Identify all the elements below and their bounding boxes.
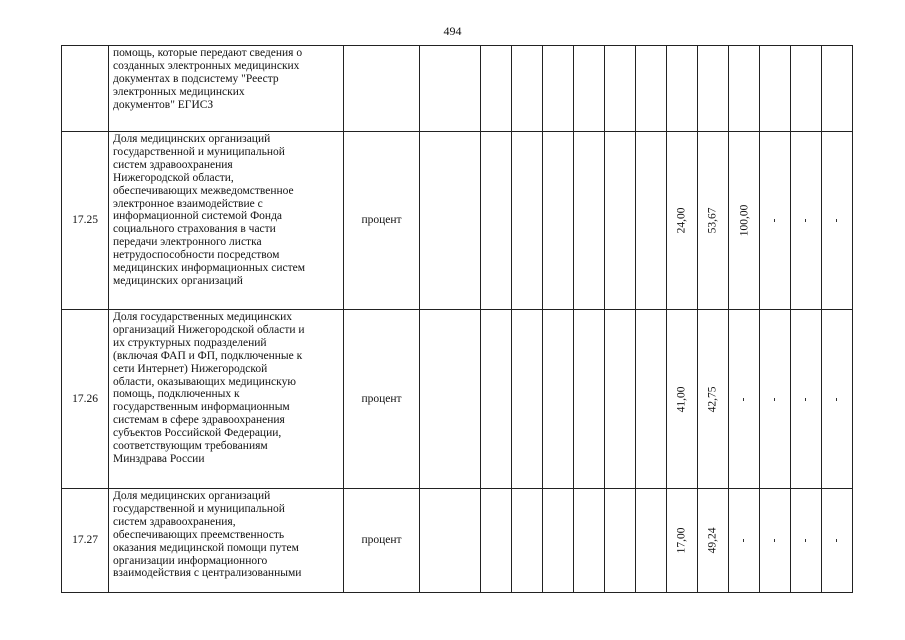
value-cell	[420, 46, 481, 132]
description-line: Доля медицинских организаций	[113, 490, 271, 502]
value-cell	[667, 132, 698, 310]
value-cell	[760, 310, 791, 489]
indicator-description	[109, 489, 344, 593]
value-text: 49,24	[706, 527, 719, 554]
value-cell	[574, 310, 605, 489]
description-line: области, оказывающих медицинскую	[113, 375, 296, 388]
value-text: -	[830, 218, 843, 223]
description-line: информационной системой Фонда	[113, 210, 283, 223]
description-line: системам в сфере здравоохранения	[113, 414, 285, 427]
value-cell	[420, 310, 481, 489]
value-cell	[574, 46, 605, 132]
description-line: оказания медицинской помощи путем	[113, 541, 299, 554]
unit-cell	[344, 46, 420, 132]
value-cell	[791, 489, 822, 593]
description-line: государственной и муниципальной	[113, 502, 285, 515]
value-text: -	[799, 397, 812, 401]
value-cell	[760, 489, 791, 593]
unit-cell: процент	[344, 489, 420, 593]
description-line: организаций Нижегородской области и	[113, 323, 305, 336]
value-cell	[512, 310, 543, 489]
value-cell	[729, 310, 760, 489]
description-line: обеспечивающих межведомственное	[113, 184, 294, 197]
value-cell	[822, 310, 853, 489]
description-line: систем здравоохранения,	[113, 515, 236, 528]
value-cell	[636, 132, 667, 310]
description-line: передачи электронного листка	[113, 236, 262, 249]
value-cell	[420, 132, 481, 310]
value-text: -	[799, 218, 812, 223]
row-number: 17.26	[62, 310, 109, 489]
value-cell	[543, 489, 574, 593]
value-cell	[605, 489, 636, 593]
description-line: Доля государственных медицинских	[113, 311, 293, 323]
description-line: Нижегородской области,	[113, 171, 234, 184]
value-text: -	[799, 538, 812, 543]
value-cell	[636, 489, 667, 593]
indicator-description	[109, 46, 344, 132]
description-line: медицинских информационных систем	[113, 262, 306, 275]
value-text: 41,00	[675, 386, 688, 412]
description-line: субъектов Российской Федерации,	[113, 427, 282, 440]
value-text: -	[768, 218, 781, 223]
description-line: электронных медицинских	[113, 85, 245, 98]
indicator-description	[109, 310, 344, 489]
description-line: Доля медицинских организаций	[113, 133, 271, 145]
value-cell	[698, 489, 729, 593]
description-line: взаимодействия с централизованными	[113, 567, 302, 580]
page-number: 494	[443, 24, 462, 38]
value-cell	[667, 489, 698, 593]
value-cell	[822, 46, 853, 132]
value-cell	[729, 46, 760, 132]
value-text: 100,00	[738, 204, 751, 237]
value-cell	[574, 132, 605, 310]
value-cell	[512, 489, 543, 593]
description-line: организации информационного	[113, 554, 268, 567]
value-text: 17,00	[675, 527, 688, 554]
row-number	[62, 46, 109, 132]
value-cell	[698, 310, 729, 489]
description-line: медицинских организаций	[113, 274, 243, 287]
value-text: -	[830, 397, 843, 401]
description-line: государственным информационным	[113, 401, 290, 414]
description-line: документах в подсистему "Реестр	[113, 72, 279, 85]
value-text: -	[737, 538, 750, 543]
description-line: социального страхования в части	[113, 223, 276, 236]
value-cell	[481, 132, 512, 310]
value-cell	[605, 46, 636, 132]
row-number: 17.25	[62, 132, 109, 310]
table-row	[62, 132, 853, 310]
unit-cell: процент	[344, 310, 420, 489]
value-cell	[729, 489, 760, 593]
description-line: помощь, подключенных к	[113, 388, 240, 401]
value-cell	[543, 132, 574, 310]
value-cell	[760, 46, 791, 132]
value-cell	[481, 310, 512, 489]
value-cell	[636, 310, 667, 489]
table-row	[62, 310, 853, 489]
value-cell	[822, 489, 853, 593]
table-row	[62, 489, 853, 593]
value-text: -	[768, 397, 781, 401]
value-cell	[605, 132, 636, 310]
value-cell	[420, 489, 481, 593]
description-line: помощь, которые передают сведения о	[113, 47, 303, 59]
row-number: 17.27	[62, 489, 109, 593]
value-cell	[512, 46, 543, 132]
value-cell	[636, 46, 667, 132]
description-line: систем здравоохранения	[113, 158, 233, 171]
value-cell	[822, 132, 853, 310]
value-cell	[791, 310, 822, 489]
description-line: их структурных подразделений	[113, 336, 267, 349]
value-cell	[543, 310, 574, 489]
value-cell	[729, 132, 760, 310]
value-cell	[791, 46, 822, 132]
value-cell	[667, 310, 698, 489]
description-line: (включая ФАП и ФП, подключенные к	[113, 349, 303, 362]
value-cell	[760, 132, 791, 310]
value-cell	[605, 310, 636, 489]
description-line: документов" ЕГИСЗ	[113, 98, 214, 111]
description-line: сети Интернет) Нижегородской	[113, 362, 268, 375]
value-cell	[574, 489, 605, 593]
value-cell	[543, 46, 574, 132]
value-cell	[698, 46, 729, 132]
description-line: соответствующим требованиям	[113, 440, 268, 453]
value-cell	[512, 132, 543, 310]
value-text: 42,75	[706, 386, 719, 412]
value-cell	[481, 489, 512, 593]
description-line: созданных электронных медицинских	[113, 59, 300, 72]
value-text: -	[737, 397, 750, 401]
description-line: Минздрава России	[113, 452, 205, 465]
description-line: государственной и муниципальной	[113, 145, 285, 158]
indicator-description	[109, 132, 344, 310]
description-line: обеспечивающих преемственность	[113, 528, 285, 541]
indicators-table	[61, 45, 853, 593]
value-text: 24,00	[675, 207, 688, 234]
value-cell	[667, 46, 698, 132]
table-row	[62, 46, 853, 132]
value-text: 53,67	[706, 207, 719, 234]
value-cell	[698, 132, 729, 310]
value-cell	[791, 132, 822, 310]
value-text: -	[768, 538, 781, 543]
value-cell	[481, 46, 512, 132]
value-text: -	[830, 538, 843, 543]
description-line: электронное взаимодействие с	[113, 197, 263, 210]
unit-cell: процент	[344, 132, 420, 310]
description-line: нетрудоспособности посредством	[113, 249, 280, 262]
